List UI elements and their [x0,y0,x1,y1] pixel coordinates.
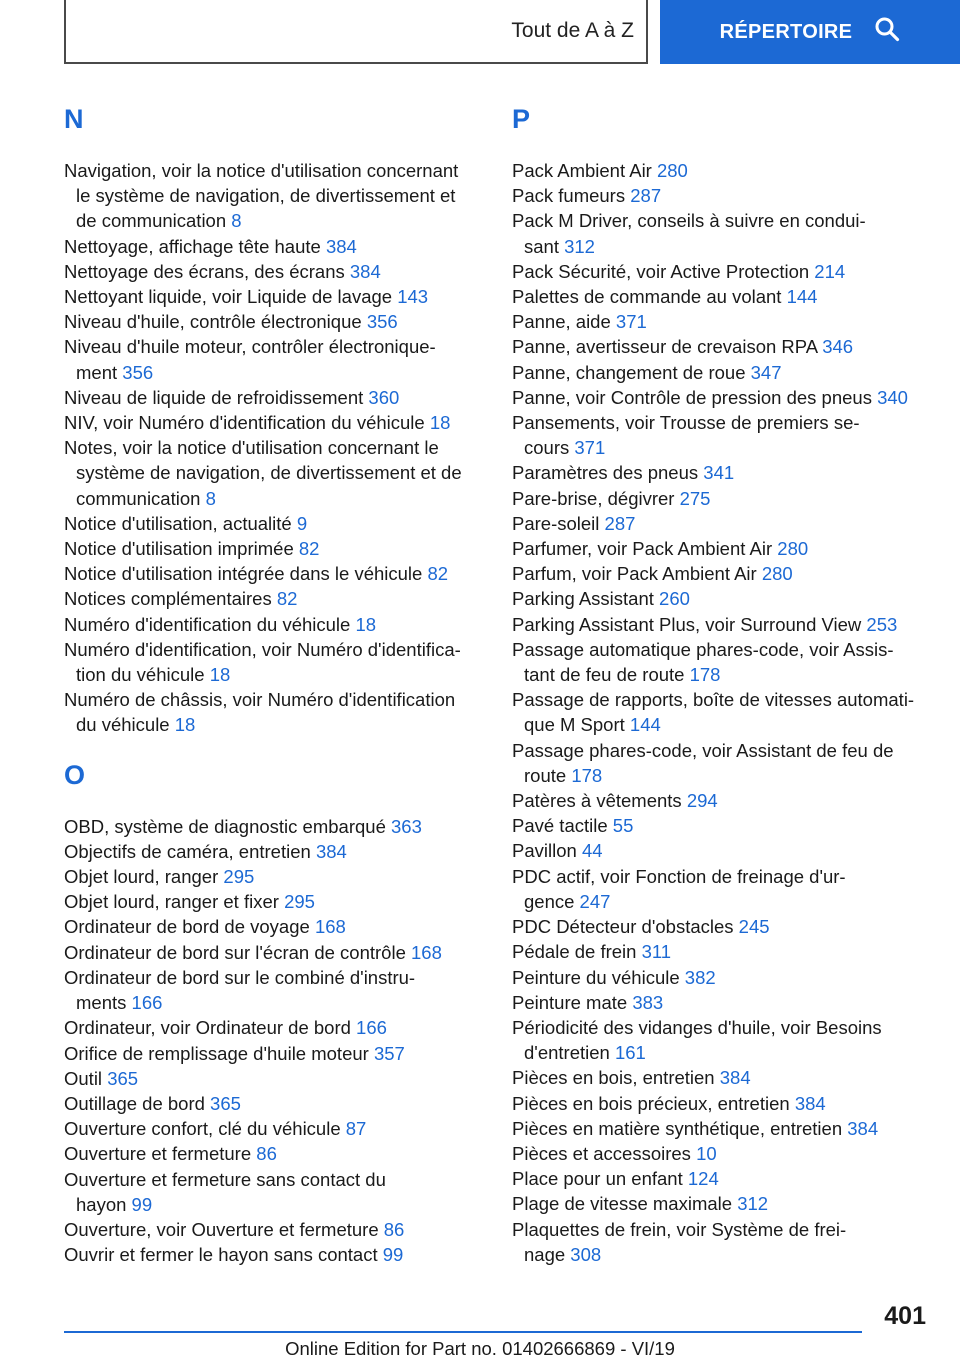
index-entry-continuation: cours [524,437,570,459]
index-entry [512,612,932,637]
index-entry [512,309,932,334]
index-entry-continuation: système de navigation, de divertissement et de [76,462,462,484]
index-entry [512,1217,932,1267]
index-entry-continuation: ments [76,992,127,1014]
index-entry-text: Parking Assistant Plus, voir Surround View [512,613,862,635]
index-entry-text: Niveau de liquide de refroidissement [64,386,364,408]
index-entry [64,561,478,586]
section-title: Tout de A à Z [511,19,634,42]
page-link[interactable]: 363 [391,815,422,837]
page-link[interactable]: 168 [411,941,442,963]
index-entry [512,939,932,964]
section-title-box [64,0,648,64]
index-entry-text: Niveau d'huile, contrôle électronique [64,311,362,333]
index-entry [512,1091,932,1116]
index-entry-text: Pack fumeurs [512,185,626,207]
page-link[interactable]: 44 [581,840,603,862]
index-entry-continuation: ment [76,361,118,383]
page-link[interactable]: 10 [696,1142,717,1164]
index-entry-text: Niveau d'huile moteur, contrôler électronique- [64,336,436,358]
index-entry [64,511,478,536]
index-entry [64,1066,478,1091]
page-link[interactable]: 295 [284,891,315,913]
index-entry [512,838,932,863]
page-link[interactable]: 178 [689,664,721,686]
index-list-p [512,158,932,1267]
index-entry-text: Nettoyant liquide, voir Liquide de lavage [64,286,393,308]
footer-divider [64,1331,862,1333]
index-entry-continuation: que M Sport [524,714,625,736]
index-entry [64,612,478,637]
page-link[interactable]: 214 [814,260,846,282]
index-entry [64,940,478,965]
index-entry-continuation: route [524,764,567,786]
index-entry [64,965,478,1015]
index-entry-text: Numéro de châssis, voir Numéro d'identification [64,689,456,711]
index-entry [512,1191,932,1216]
index-entry-text: Navigation, voir la notice d'utilisation concernant [64,160,459,181]
page-link[interactable]: 287 [630,185,662,207]
index-entry [512,334,932,359]
index-column-right [512,100,932,1267]
index-entry-text: Objectifs de caméra, entretien [64,840,311,862]
index-entry [64,1217,478,1242]
index-entry-continuation: d'entretien [524,1042,610,1064]
index-entry-text: Pack Sécurité, voir Active Protection [512,260,810,282]
page-link[interactable]: 384 [315,840,347,862]
edition-footer: Online Edition for Part no. 01402666869 - VI/19 [285,1338,675,1359]
index-entry-text: Nettoyage des écrans, des écrans [64,260,345,282]
index-entry [512,1015,932,1065]
index-entry-text: Numéro d'identification, voir Numéro d'identifica- [64,638,461,660]
index-entry-text: Place pour un enfant [512,1168,683,1190]
index-entry-text: Pack Ambient Air [512,160,652,181]
index-entry [512,914,932,939]
index-entry [64,637,478,687]
index-entry-text: Pare-soleil [512,512,600,534]
page-link[interactable]: 340 [877,386,908,408]
index-entry [64,864,478,889]
index-entry-text: Panne, avertisseur de crevaison RPA [512,336,818,358]
index-entry [64,158,478,234]
page-link[interactable]: 86 [383,1218,405,1240]
index-entry-text: Parfum, voir Pack Ambient Air [512,563,757,585]
page-link[interactable]: 144 [786,286,818,308]
page-link[interactable]: 178 [571,764,603,786]
index-entry-text: Passage automatique phares-code, voir Assis- [512,638,894,660]
index-entry-text: Patères à vêtements [512,790,682,812]
page-link[interactable]: 99 [131,1193,153,1215]
index-button[interactable] [660,0,960,64]
index-entry-text: PDC actif, voir Fonction de freinage d'ur- [512,865,846,887]
page-link[interactable]: 124 [687,1168,719,1190]
index-entry-text: Ordinateur de bord sur l'écran de contrôle [64,941,406,963]
index-entry-text: Paramètres des pneus [512,462,699,484]
index-entry [64,914,478,939]
index-entry-text: Pièces en bois précieux, entretien [512,1092,790,1114]
page-link[interactable]: 384 [794,1092,826,1114]
page-link[interactable]: 18 [355,613,377,635]
index-entry-text: Notice d'utilisation imprimée [64,538,294,560]
index-entry-continuation: du véhicule [76,714,170,736]
page-link[interactable]: 311 [641,941,672,963]
index-entry [512,687,932,737]
index-entry [512,385,932,410]
index-entry-continuation: nage [524,1243,566,1265]
index-entry [64,586,478,611]
page-link[interactable]: 166 [356,1017,387,1039]
page-link[interactable]: 18 [174,714,196,736]
index-column-left [64,100,478,1267]
index-entry-text: Numéro d'identification du véhicule [64,613,351,635]
page-link[interactable]: 8 [205,487,216,509]
index-entry [512,486,932,511]
letter-heading-o: O [64,759,86,790]
page-link[interactable]: 9 [296,512,308,534]
index-entry-continuation: tant de feu de route [524,664,685,686]
page-link[interactable]: 357 [373,1042,405,1064]
page-link[interactable]: 346 [822,336,854,358]
index-entry-text: Pièces en bois, entretien [512,1067,715,1089]
index-entry-text: Périodicité des vidanges d'huile, voir Besoins [512,1016,882,1038]
page-link[interactable]: 365 [107,1067,139,1089]
index-entry-text: Pavillon [512,840,577,862]
index-entry-text: Outillage de bord [64,1092,205,1114]
index-entry [64,259,478,284]
index-entry [512,410,932,460]
index-entry [64,385,478,410]
page-link[interactable]: 365 [210,1092,241,1114]
index-entry-text: PDC Détecteur d'obstacles [512,916,734,938]
index-entry [512,561,932,586]
index-entry [64,1041,478,1066]
search-icon [874,16,900,48]
page-link[interactable]: 82 [298,538,320,560]
index-entry [512,1116,932,1141]
index-entry-text: Pare-brise, dégivrer [512,487,675,509]
index-entry [512,259,932,284]
index-entry-text: Orifice de remplissage d'huile moteur [64,1042,369,1064]
index-entry [512,284,932,309]
page-link[interactable]: 144 [629,714,661,736]
index-entry-text: Nettoyage, affichage tête haute [64,235,321,257]
index-list-o [64,814,478,1268]
index-entry [64,1091,478,1116]
index-entry [64,814,478,839]
page-link[interactable]: 384 [847,1117,879,1139]
page-link[interactable]: 280 [777,538,809,560]
page-link[interactable]: 384 [349,260,381,282]
page-link[interactable]: 86 [256,1143,277,1165]
page-link[interactable]: 275 [679,487,711,509]
index-entry-text: Pièces et accessoires [512,1142,691,1164]
index-entry [512,738,932,788]
index-entry-text: NIV, voir Numéro d'identification du véhicule [64,412,425,434]
index-entry [512,990,932,1015]
index-entry-text: Ordinateur de bord de voyage [64,916,310,938]
index-entry [512,460,932,485]
page-link[interactable]: 384 [325,235,357,257]
index-entry-text: Pièces en matière synthétique, entretien [512,1117,843,1139]
page-link[interactable]: 245 [738,916,770,938]
index-entry [64,435,478,511]
index-entry-text: Parfumer, voir Pack Ambient Air [512,538,773,560]
page-link[interactable]: 143 [397,286,429,308]
index-entry-text: Ouverture et fermeture [64,1143,252,1165]
index-entry [64,536,478,561]
page-link[interactable]: 82 [427,563,449,585]
index-entry-text: Passage phares-code, voir Assistant de feu de [512,739,894,761]
index-entry [512,158,932,183]
page-number: 401 [884,1302,926,1330]
page-link[interactable]: 360 [368,386,400,408]
index-entry-text: Ordinateur de bord sur le combiné d'instru- [64,966,416,988]
index-entry [64,410,478,435]
page-link[interactable]: 356 [366,311,398,333]
index-entry [64,1116,478,1141]
page-link[interactable]: 312 [737,1193,769,1215]
index-entry-text: Notice d'utilisation intégrée dans le véhicule [64,563,423,585]
page-link[interactable]: 295 [223,866,255,888]
index-entry [64,234,478,259]
page-link[interactable]: 287 [604,512,636,534]
index-entry [64,309,478,334]
index-entry-text: Parking Assistant [512,588,654,610]
index-entry-text: Ouverture et fermeture sans contact du [64,1168,386,1190]
page-link[interactable]: 8 [231,210,242,232]
page-link[interactable]: 312 [564,235,595,257]
index-entry [64,1167,478,1217]
index-entry [512,864,932,914]
page-link[interactable]: 341 [703,462,735,484]
index-entry [512,637,932,687]
index-entry-text: Notes, voir la notice d'utilisation concernant le [64,437,439,459]
index-entry [64,284,478,309]
index-entry [512,208,932,258]
index-entry-continuation: hayon [76,1193,127,1215]
page-link[interactable]: 280 [761,563,793,585]
index-entry [512,511,932,536]
index-entry-text: Objet lourd, ranger et fixer [64,891,279,913]
index-list-n [64,158,478,738]
index-entry-text: Pansements, voir Trousse de premiers se- [512,412,860,434]
page-link[interactable]: 99 [382,1244,404,1266]
page-link[interactable]: 384 [719,1067,751,1089]
page-link[interactable]: 382 [684,966,716,988]
index-entry-text: Plaquettes de frein, voir Système de frei- [512,1218,847,1240]
page-link[interactable]: 383 [632,991,664,1013]
page-link[interactable]: 82 [276,588,298,610]
index-entry-text: Ouverture confort, clé du véhicule [64,1118,341,1140]
index-entry [64,839,478,864]
index-entry-continuation: gence [524,890,575,912]
index-entry-text: OBD, système de diagnostic embarqué [64,815,386,837]
index-entry-text: Notice d'utilisation, actualité [64,512,292,534]
index-entry [512,536,932,561]
page-link[interactable]: 371 [574,437,606,459]
index-entry [512,788,932,813]
index-entry [64,889,478,914]
index-entry-text: Objet lourd, ranger [64,866,219,888]
index-entry [512,813,932,838]
index-entry-text: Passage de rapports, boîte de vitesses automati- [512,689,915,711]
index-entry-text: Notices complémentaires [64,588,272,610]
index-entry-text: Panne, voir Contrôle de pression des pneus [512,386,872,408]
index-entry-text: Panne, aide [512,311,611,333]
index-entry [512,1065,932,1090]
index-entry [512,183,932,208]
index-entry-text: Pack M Driver, conseils à suivre en condui- [512,210,866,232]
index-entry-continuation: tion du véhicule [76,664,205,686]
index-button-label: RÉPERTOIRE [719,20,853,43]
index-entry [64,1242,478,1267]
index-entry [64,1141,478,1166]
page-link[interactable]: 294 [686,790,718,812]
page-link[interactable]: 18 [429,412,451,434]
index-entry [64,687,478,737]
index-entry-text: Palettes de commande au volant [512,286,782,308]
index-entry-continuation: communication [76,487,201,509]
index-entry-continuation: sant [524,235,559,257]
index-entry-text: Peinture du véhicule [512,966,680,988]
index-entry-text: Panne, changement de roue [512,361,746,383]
page-link[interactable]: 371 [615,311,647,333]
index-entry-text: Pédale de frein [512,941,637,963]
index-entry [512,586,932,611]
index-entry-continuation: de communication [76,210,227,232]
index-entry-text: Pavé tactile [512,815,608,837]
page-link[interactable]: 253 [866,613,898,635]
page-link[interactable]: 308 [570,1243,602,1265]
page-link[interactable]: 260 [659,588,690,610]
page-link[interactable]: 166 [131,992,163,1014]
index-entry-text: Ouvrir et fermer le hayon sans contact [64,1244,378,1266]
index-entry-text: Peinture mate [512,991,628,1013]
letter-heading-n: N [64,104,84,134]
index-entry-text: Plage de vitesse maximale [512,1193,733,1215]
page-link[interactable]: 356 [122,361,154,383]
page-link[interactable]: 161 [614,1042,646,1064]
index-entry-text: Ordinateur, voir Ordinateur de bord [64,1017,351,1039]
page-link[interactable]: 280 [656,160,688,181]
index-entry-text: Ouverture, voir Ouverture et fermeture [64,1218,379,1240]
page-link[interactable]: 247 [579,890,611,912]
page-link[interactable]: 168 [314,916,346,938]
page-link[interactable]: 347 [750,361,782,383]
page-link[interactable]: 87 [345,1118,367,1140]
index-entry [512,965,932,990]
index-entry-text: Outil [64,1067,103,1089]
index-entry [64,1015,478,1040]
page-link[interactable]: 18 [209,664,231,686]
index-entry [512,360,932,385]
index-entry [512,1166,932,1191]
page-link[interactable]: 55 [612,815,634,837]
index-entry-continuation: le système de navigation, de divertissement et [76,185,456,207]
index-entry [64,334,478,384]
index-entry [512,1141,932,1166]
letter-heading-p: P [512,104,531,134]
